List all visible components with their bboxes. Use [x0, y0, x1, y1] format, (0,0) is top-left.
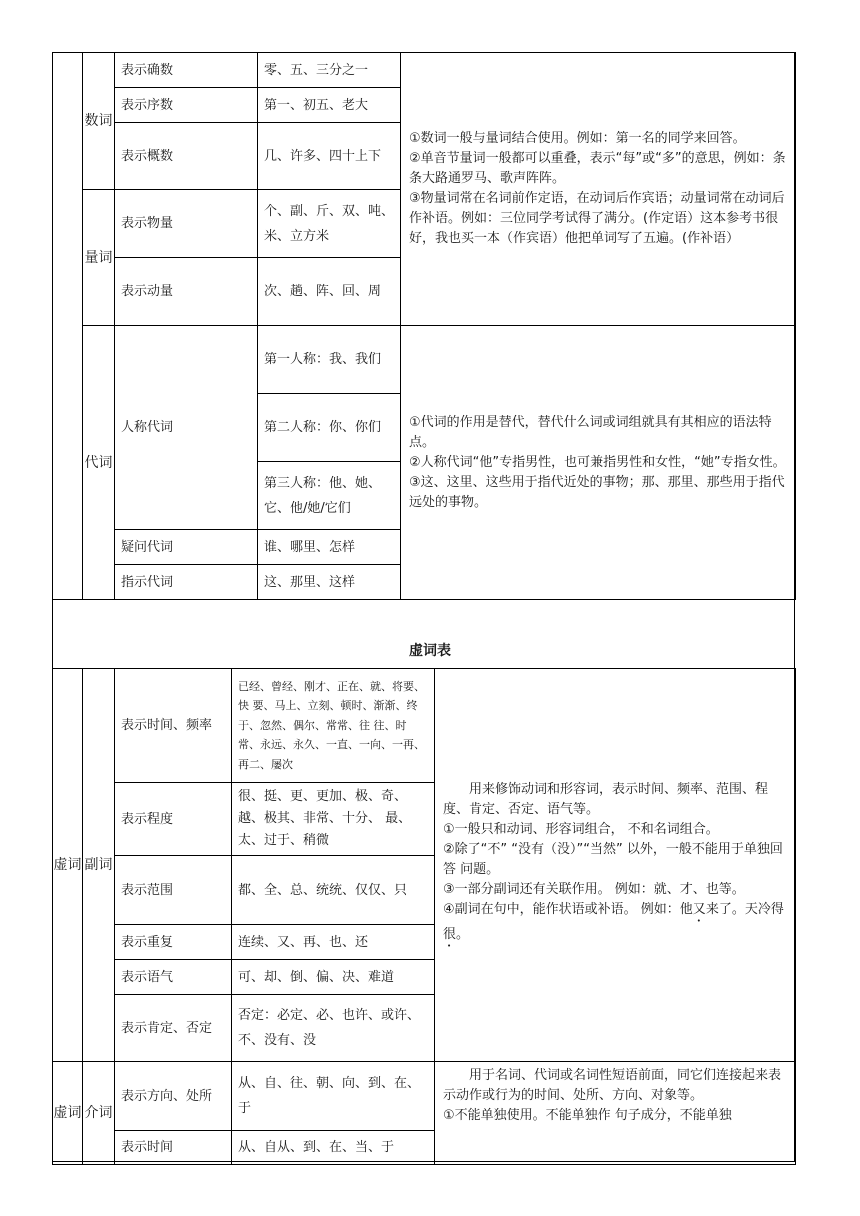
example-cell: 很、挺、更、更加、极、奇、越、极其、非常、十分、 最、太、过于、稍微 — [232, 783, 435, 856]
note-line: ①不能单独使用。不能单独作 句子成分，不能单独 — [443, 1108, 732, 1123]
type-cell: 表示概数 — [115, 123, 258, 190]
type-cell: 人称代词 — [115, 326, 258, 530]
example-cell: 零、五、三分之一 — [258, 53, 401, 88]
example-cell: 第一、初五、老大 — [258, 88, 401, 123]
type-cell: 表示序数 — [115, 88, 258, 123]
preposition-label: 介词 — [83, 1062, 115, 1165]
example-cell: 否定：必定、必、也许、或许、不、没有、没 — [232, 995, 435, 1062]
note-line: ③这、这里、这些用于指代近处的事物；那、那里、那些用于指代远处的事物。 — [409, 474, 785, 510]
note-line: ①一般只和动词、形容词组合， 不和名词组合。 — [443, 822, 719, 837]
numeral-label: 数词 — [83, 53, 115, 190]
note-line: ④副词在句中，能作状语或补语。 例如：他又来了。天冷得很。 — [443, 902, 784, 942]
note-line: ②除了“不” “没有（没）”“当然” 以外，一般不能用于单独回答 问题。 — [443, 842, 783, 877]
example-cell: 谁、哪里、怎样 — [258, 530, 401, 565]
example-cell: 这、那里、这样 — [258, 565, 401, 600]
type-cell: 表示时间、频率 — [115, 669, 232, 783]
example-cell: 可、却、倒、偏、决、难道 — [232, 960, 435, 995]
content-words-table — [52, 52, 796, 600]
type-cell: 表示范围 — [115, 856, 232, 925]
note-line: ②人称代词“他”专指男性，也可兼指男性和女性，“她”专指女性。 — [409, 454, 786, 470]
function-words-title: 虚词表 — [409, 643, 451, 659]
example-cell: 几、许多、四十上下 — [258, 123, 401, 190]
type-cell: 表示程度 — [115, 783, 232, 856]
numeral-measure-notes — [401, 53, 796, 326]
type-cell: 表示语气 — [115, 960, 232, 995]
preposition-notes — [435, 1062, 796, 1165]
measure-word-label: 量词 — [83, 190, 115, 326]
note-line: ①数词一般与量词结合使用。例如：第一名的同学来回答。 — [409, 131, 746, 146]
note-line: ①代词的作用是替代，替代什么词或词组就具有其相应的语法特点。 — [409, 414, 772, 450]
type-cell: 表示时间 — [115, 1131, 232, 1165]
example-cell: 都、全、总、统统、仅仅、只 — [232, 856, 435, 925]
type-cell: 表示物量 — [115, 190, 258, 258]
example-cell: 已经、曾经、刚才、正在、就、将要、快 要、马上、立刻、顿时、渐渐、终于、忽然、偶尔、常常、往 往、时常、永远、永久、一直、一向、一再、再二、屡次 — [232, 669, 435, 783]
note-line: ②单音节量词一般都可以重叠，表示“每”或“多”的意思，例如：条条大路通罗马、歌声阵阵。 — [409, 151, 786, 186]
example-cell: 次、趟、阵、回、周 — [258, 258, 401, 326]
function-words-table — [52, 668, 796, 1165]
adverb-label: 副词 — [83, 669, 115, 1062]
function-word-label-2: 虚词 — [53, 1062, 83, 1165]
example-cell: 从、自从、到、在、当、于 — [232, 1131, 435, 1165]
example-cell: 从、自、往、朝、向、到、在、于 — [232, 1062, 435, 1131]
note-line: 用于名词、代词或名词性短语前面，同它们连接起来表示动作或行为的时间、处所、方向、对象等。 — [443, 1068, 782, 1103]
type-cell: 表示动量 — [115, 258, 258, 326]
type-cell: 表示确数 — [115, 53, 258, 88]
function-word-label: 虚词 — [53, 669, 83, 1062]
pronoun-notes — [401, 326, 796, 600]
example-cell: 第二人称：你、你们 — [258, 394, 401, 462]
example-cell: 连续、又、再、也、还 — [232, 925, 435, 960]
type-cell: 表示肯定、否定 — [115, 995, 232, 1062]
type-cell: 指示代词 — [115, 565, 258, 600]
blank-left-col — [53, 53, 83, 600]
note-line: 用来修饰动词和形容词，表示时间、频率、范围、程度、肯定、否定、语气等。 — [443, 782, 769, 817]
type-cell: 表示重复 — [115, 925, 232, 960]
pronoun-label: 代词 — [83, 326, 115, 600]
example-cell: 第三人称：他、她、它、他/她/它们 — [258, 462, 401, 530]
note-line: ③一部分副词还有关联作用。 例如：就、才、也等。 — [443, 882, 745, 897]
example-cell: 第一人称：我、我们 — [258, 326, 401, 394]
type-cell: 疑问代词 — [115, 530, 258, 565]
type-cell: 表示方向、处所 — [115, 1062, 232, 1131]
example-cell: 个、副、斤、双、吨、米、立方米 — [258, 190, 401, 258]
note-line: ③物量词常在名词前作定语，在动词后作宾语；动量词常在动词后作补语。例如：三位同学考试得了满分。(作定语）这本参考书很好，我也买一本（作宾语）他把单词写了五遍。(作补语） — [409, 191, 785, 246]
adverb-notes — [435, 669, 796, 1062]
